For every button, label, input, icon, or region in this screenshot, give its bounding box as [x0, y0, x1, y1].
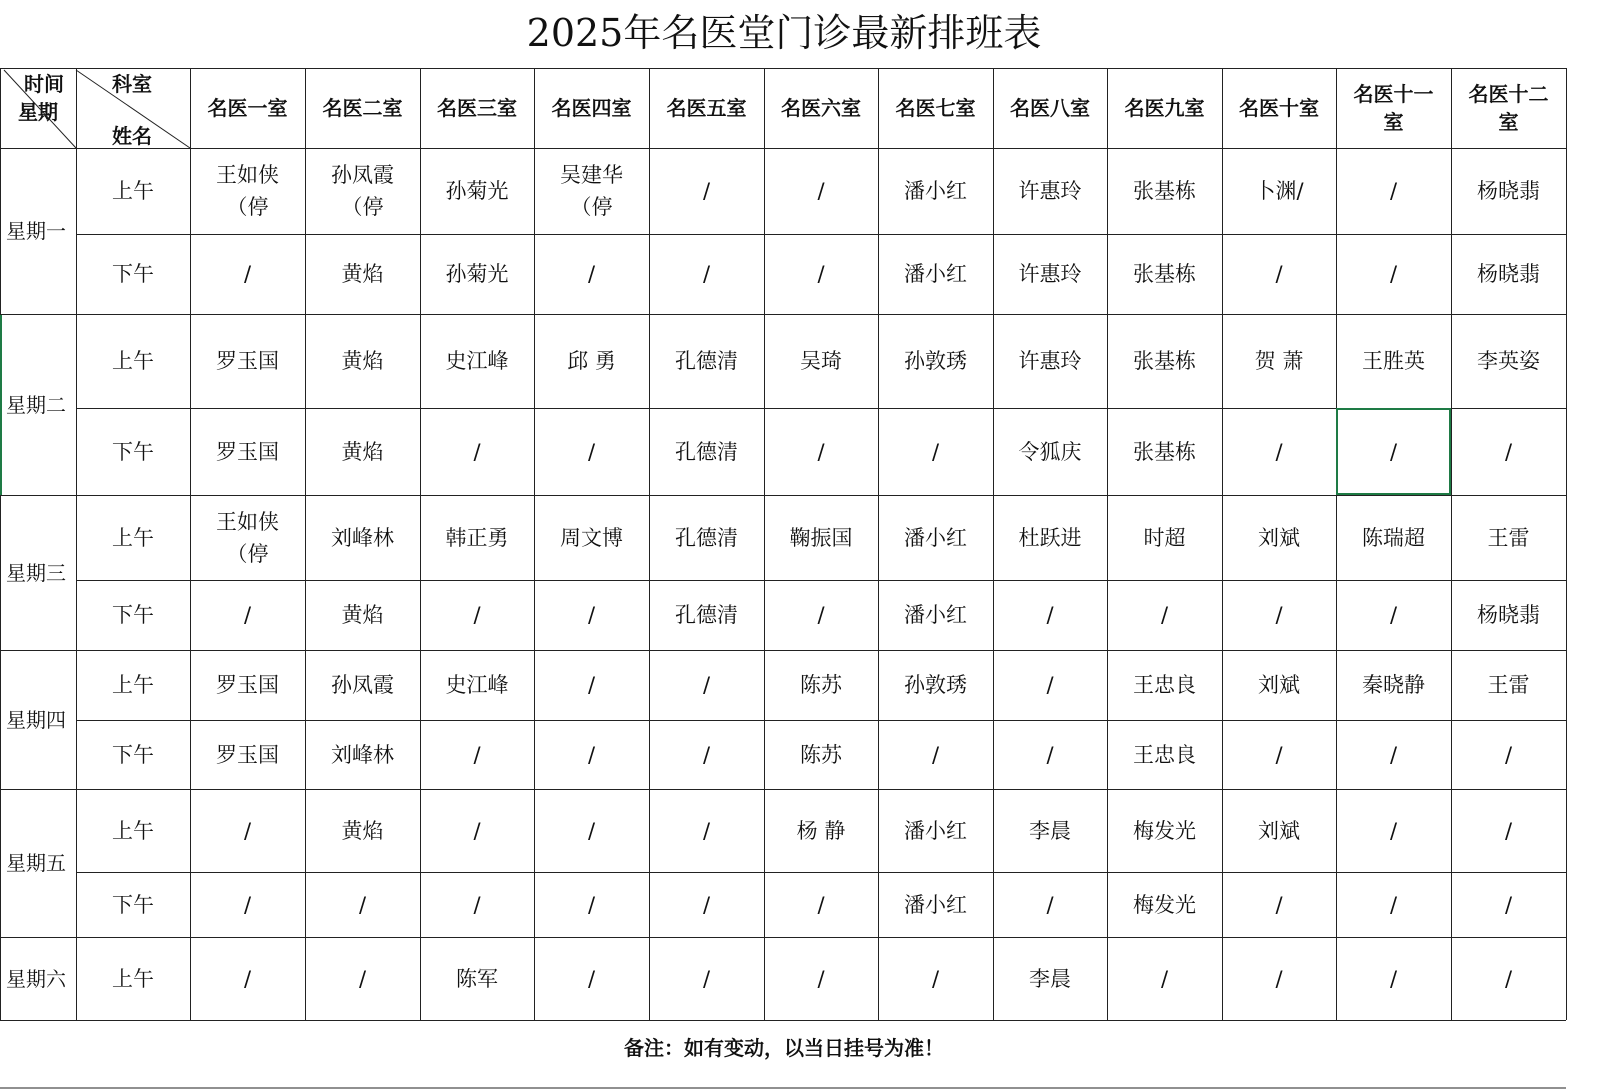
schedule-cell[interactable]: 杨晓翡 [1477, 179, 1540, 203]
schedule-cell[interactable]: 潘小红 [904, 818, 967, 843]
schedule-cell[interactable]: 陈军 [456, 966, 498, 991]
schedule-cell[interactable]: 王忠良 [1133, 742, 1196, 767]
schedule-cell[interactable]: / [817, 439, 825, 464]
room-header[interactable]: 名医十室 [1239, 96, 1319, 120]
schedule-cell[interactable]: / [817, 603, 825, 627]
schedule-cell[interactable]: 罗玉国 [216, 742, 279, 767]
schedule-cell[interactable]: / [702, 818, 711, 843]
schedule-cell[interactable]: / [1389, 603, 1398, 627]
schedule-cell[interactable]: 潘小红 [904, 262, 967, 286]
schedule-cell[interactable]: / [817, 262, 825, 286]
schedule-cell[interactable]: 卜渊/ [1254, 179, 1304, 203]
schedule-cell[interactable]: 黄焰 [341, 818, 384, 843]
room-header[interactable]: 名医七室 [895, 96, 976, 120]
schedule-cell[interactable]: 刘峰林 [331, 525, 394, 550]
schedule-cell[interactable]: / [702, 179, 711, 203]
schedule-cell[interactable]: 潘小红 [904, 525, 967, 550]
schedule-cell[interactable]: 孙菊光 [445, 179, 509, 203]
schedule-cell[interactable]: / [1275, 892, 1283, 917]
period-label[interactable]: 上午 [112, 349, 154, 373]
schedule-cell[interactable]: / [587, 603, 596, 627]
schedule-cell[interactable]: / [243, 818, 252, 843]
day-label[interactable]: 星期一 [6, 219, 66, 243]
schedule-cell[interactable]: / [1160, 603, 1169, 627]
schedule-cell[interactable]: 孙敦琇 [904, 349, 967, 373]
schedule-cell[interactable]: 陈瑞超 [1362, 525, 1425, 550]
schedule-cell[interactable]: 杨晓翡 [1477, 603, 1540, 627]
schedule-cell[interactable]: 韩正勇 [445, 525, 509, 550]
schedule-cell[interactable]: 吴建华 （停 [560, 163, 623, 219]
corner-diagonal-line [4, 70, 76, 148]
schedule-cell[interactable]: / [702, 966, 711, 991]
schedule-cell[interactable]: 王如侠 （停 [216, 163, 279, 219]
schedule-cell[interactable]: 潘小红 [904, 603, 967, 627]
schedule-cell[interactable]: 孔德清 [675, 439, 738, 464]
room-header[interactable]: 名医九室 [1124, 96, 1205, 120]
room-header[interactable]: 名医一室 [207, 96, 288, 120]
schedule-cell[interactable]: 鞠振国 [789, 525, 853, 550]
page-title: 2025年名医堂门诊最新排班表 [526, 11, 1042, 55]
period-label[interactable]: 下午 [112, 742, 154, 767]
schedule-cell[interactable]: 李晨 [1029, 818, 1071, 843]
schedule-cell[interactable]: 陈苏 [800, 742, 842, 767]
schedule-cell[interactable]: / [1275, 262, 1283, 286]
schedule-cell[interactable]: / [1504, 742, 1513, 767]
schedule-cell[interactable]: / [243, 966, 252, 991]
schedule-cell[interactable]: 李英姿 [1477, 349, 1540, 373]
schedule-cell[interactable]: / [243, 262, 252, 286]
day-label[interactable]: 星期三 [6, 560, 66, 585]
schedule-cell[interactable]: 张基栋 [1133, 349, 1196, 373]
room-header[interactable]: 名医五室 [666, 96, 747, 120]
corner-room-label: 科室 [112, 72, 152, 96]
day-label[interactable]: 星期五 [6, 851, 66, 875]
schedule-cell[interactable]: 孙凤霞 [331, 673, 394, 697]
schedule-cell[interactable]: 孔德清 [675, 349, 738, 373]
schedule-cell[interactable]: 秦晓静 [1362, 673, 1425, 697]
schedule-cell[interactable]: 王如侠 （停 [216, 509, 279, 566]
schedule-cell[interactable]: / [702, 892, 711, 917]
schedule-cell[interactable]: 许惠玲 [1018, 179, 1082, 203]
period-label[interactable]: 上午 [112, 179, 154, 203]
schedule-cell[interactable]: / [587, 892, 596, 917]
room-header[interactable]: 名医四室 [551, 96, 632, 120]
schedule-cell[interactable]: 周文博 [560, 525, 623, 550]
schedule-cell[interactable]: / [473, 892, 481, 917]
schedule-cell[interactable]: 王雷 [1487, 673, 1530, 697]
schedule-cell[interactable]: 孙敦琇 [904, 673, 967, 697]
schedule-cell[interactable]: 王雷 [1487, 525, 1530, 550]
period-label[interactable]: 下午 [112, 892, 154, 917]
schedule-cell[interactable]: 张基栋 [1133, 179, 1196, 203]
schedule-cell[interactable]: / [243, 603, 252, 627]
schedule-cell[interactable]: / [587, 673, 596, 697]
schedule-cell[interactable]: / [1275, 603, 1283, 627]
day-label[interactable]: 星期二 [6, 392, 66, 417]
schedule-cell[interactable]: 孙凤霞 （停 [331, 163, 394, 219]
schedule-cell[interactable]: 罗玉国 [216, 439, 279, 464]
period-label[interactable]: 下午 [112, 439, 154, 464]
schedule-cell[interactable]: / [1275, 742, 1283, 767]
corner-time-label: 时间 [24, 72, 64, 96]
schedule-cell[interactable]: 孔德清 [675, 525, 738, 550]
schedule-cell[interactable]: / [817, 179, 825, 203]
schedule-cell[interactable]: 王胜英 [1362, 349, 1425, 373]
schedule-cell[interactable]: / [1160, 966, 1169, 991]
schedule-cell[interactable]: / [1389, 966, 1398, 991]
schedule-cell[interactable]: / [358, 966, 367, 991]
schedule-cell[interactable]: / [1389, 439, 1398, 464]
schedule-cell[interactable]: / [1389, 742, 1398, 767]
day-label[interactable]: 星期四 [6, 707, 66, 732]
schedule-cell[interactable]: / [473, 603, 481, 627]
schedule-cell[interactable]: 李晨 [1029, 966, 1071, 991]
period-label[interactable]: 上午 [112, 966, 154, 991]
schedule-cell[interactable]: / [1046, 603, 1054, 627]
schedule-cell[interactable]: / [931, 966, 940, 991]
schedule-cell[interactable]: / [1504, 439, 1513, 464]
schedule-cell[interactable]: 黄焰 [341, 262, 384, 286]
schedule-cell[interactable]: / [473, 818, 481, 843]
schedule-cell[interactable]: 陈苏 [800, 673, 842, 697]
schedule-cell[interactable]: 令狐庆 [1018, 439, 1082, 464]
schedule-cell[interactable]: / [1504, 892, 1513, 917]
schedule-cell[interactable]: / [1389, 892, 1398, 917]
schedule-cell[interactable]: 邱 勇 [567, 349, 616, 373]
schedule-cell[interactable]: / [1389, 262, 1398, 286]
period-label[interactable]: 上午 [112, 525, 154, 550]
schedule-cell[interactable]: / [817, 966, 825, 991]
schedule-cell[interactable]: 张基栋 [1133, 439, 1196, 464]
period-label[interactable]: 下午 [112, 603, 154, 627]
schedule-cell[interactable]: 刘斌 [1258, 818, 1300, 843]
schedule-cell[interactable]: 时超 [1143, 525, 1186, 550]
schedule-cell[interactable]: / [587, 439, 596, 464]
row-selection-marker [0, 315, 2, 495]
corner-diagonal-line [76, 70, 190, 148]
schedule-cell[interactable]: / [473, 439, 481, 464]
schedule-cell[interactable]: / [587, 742, 596, 767]
schedule-cell[interactable]: 许惠玲 [1018, 349, 1082, 373]
corner-week-label: 星期 [18, 100, 58, 124]
schedule-cell[interactable]: / [1275, 966, 1283, 991]
schedule-cell[interactable]: 刘斌 [1258, 673, 1300, 697]
period-label[interactable]: 上午 [112, 673, 154, 697]
schedule-cell[interactable]: 孔德清 [675, 603, 738, 627]
schedule-cell[interactable]: 梅发光 [1133, 892, 1196, 917]
schedule-cell[interactable]: / [243, 892, 252, 917]
corner-name-label: 姓名 [112, 124, 152, 148]
schedule-cell[interactable]: 孙菊光 [445, 262, 509, 286]
schedule-cell[interactable]: / [1046, 673, 1054, 697]
schedule-cell[interactable]: / [1389, 179, 1398, 203]
schedule-cell[interactable]: 罗玉国 [216, 673, 279, 697]
schedule-cell[interactable]: / [473, 742, 481, 767]
period-label[interactable]: 上午 [112, 818, 154, 843]
room-header[interactable]: 名医三室 [437, 96, 517, 120]
schedule-cell[interactable]: 史江峰 [445, 349, 509, 373]
schedule-cell[interactable]: 史江峰 [445, 673, 509, 697]
schedule-cell[interactable]: / [1275, 439, 1283, 464]
room-header[interactable]: 名医六室 [781, 96, 861, 120]
period-label[interactable]: 下午 [112, 262, 154, 286]
room-header[interactable]: 名医二室 [322, 96, 403, 120]
schedule-cell[interactable]: 黄焰 [341, 349, 384, 373]
schedule-cell[interactable]: / [1389, 818, 1398, 843]
schedule-cell[interactable]: / [702, 262, 711, 286]
schedule-cell[interactable]: / [358, 892, 367, 917]
schedule-cell[interactable]: 黄焰 [341, 603, 384, 627]
room-header[interactable]: 名医十一 室 [1353, 82, 1434, 134]
schedule-cell[interactable]: / [931, 742, 940, 767]
schedule-cell[interactable]: 刘峰林 [331, 742, 394, 767]
schedule-cell[interactable]: 杨晓翡 [1477, 262, 1540, 286]
day-label[interactable]: 星期六 [6, 966, 66, 991]
schedule-cell[interactable]: 张基栋 [1133, 262, 1196, 286]
schedule-cell[interactable]: / [817, 892, 825, 917]
schedule-cell[interactable]: 刘斌 [1258, 525, 1300, 550]
footnote: 备注：如有变动，以当日挂号为准！ [624, 1036, 944, 1060]
schedule-cell[interactable]: / [702, 673, 711, 697]
schedule-cell[interactable]: 王忠良 [1133, 673, 1196, 697]
schedule-cell[interactable]: 吴琦 [800, 349, 842, 373]
schedule-cell[interactable]: / [1504, 818, 1513, 843]
schedule-cell[interactable]: 罗玉国 [216, 349, 279, 373]
schedule-cell[interactable]: / [587, 262, 596, 286]
schedule-cell[interactable]: / [1504, 966, 1513, 991]
schedule-cell[interactable]: / [1046, 892, 1054, 917]
room-header[interactable]: 名医八室 [1010, 96, 1090, 120]
room-header[interactable]: 名医十二 室 [1468, 82, 1549, 134]
schedule-cell[interactable]: / [587, 818, 596, 843]
schedule-cell[interactable]: / [931, 439, 940, 464]
schedule-cell[interactable]: 黄焰 [341, 439, 384, 464]
schedule-cell[interactable]: 潘小红 [904, 892, 967, 917]
schedule-cell[interactable]: / [702, 742, 711, 767]
schedule-cell[interactable]: 潘小红 [904, 179, 967, 203]
schedule-cell[interactable]: 杨 静 [796, 818, 846, 843]
schedule-cell[interactable]: / [587, 966, 596, 991]
schedule-cell[interactable]: 贺 萧 [1254, 349, 1304, 373]
schedule-cell[interactable]: 许惠玲 [1018, 262, 1082, 286]
schedule-cell[interactable]: 梅发光 [1133, 818, 1196, 843]
schedule-cell[interactable]: 杜跃进 [1018, 525, 1082, 550]
schedule-cell[interactable]: / [1046, 742, 1054, 767]
